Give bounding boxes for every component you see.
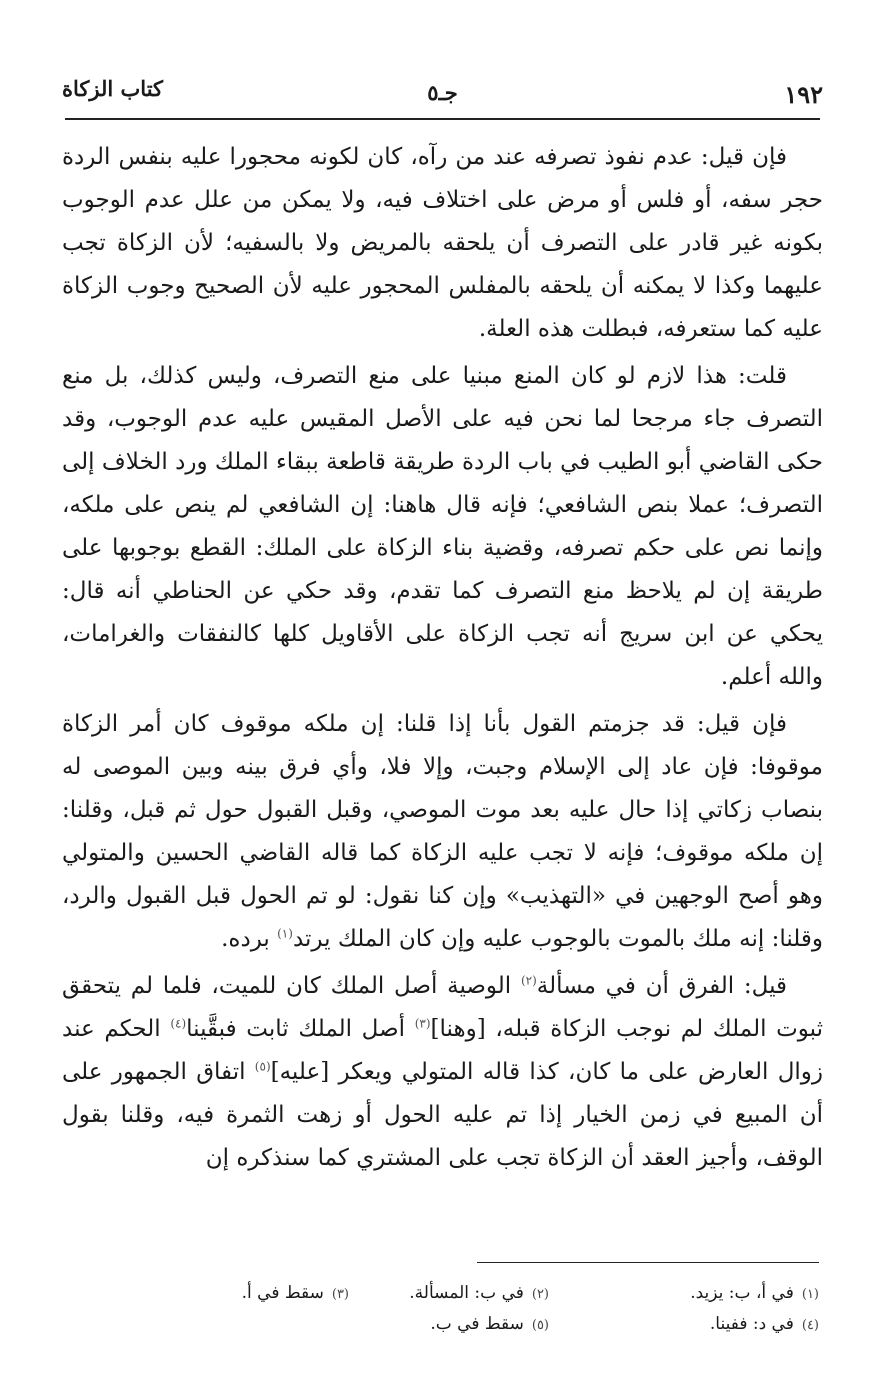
- footnote-marker: (٤): [170, 1016, 187, 1031]
- footnote-marker: (٥): [254, 1059, 271, 1074]
- page-number: ١٩٢: [784, 80, 823, 109]
- footnote-marker: (٢): [520, 973, 537, 988]
- paragraph-2: قلت: هذا لازم لو كان المنع مبنيا على منع التصرف، وليس كذلك، بل منع التصرف جاء مرجحا لما نحن فيه على الأصل المقيس عليه عدم الوجوب، وقد حكى القاضي أبو الطيب في باب الردة طريقة قاطعة ببقاء الملك ورد الخلاف إلى التصرف؛ عملا بنص الشافعي؛ فإنه قال هاهنا: إن الشافعي لم ينص على ملكه، وإنما نص على حكم تصرفه، وقضية بناء الزكاة على الملك: القطع بوجوبها على طريقة إن لم يلاحظ منع التصرف كما تقدم، وقد حكي عن الحناطي أنه قال: يحكي عن ابن سريج أنه تجب الزكاة على الأقاويل كلها كالنفقات والغرامات، والله أعلم.: [62, 363, 823, 690]
- paragraph-3: فإن قيل: قد جزمتم القول بأنا إذا قلنا: إن ملكه موقوف كان أمر الزكاة موقوفا: فإن عاد إلى الإسلام وجبت، وإلا فلا، وأي فرق بينه وبين الموصى له بنصاب زكاتي إذا حال عليه بعد موت الموصي، وقبل القبول حول ثم قبل، وقلنا: إن ملكه موقوف؛ فإنه لا تجب عليه الزكاة كما قاله القاضي الحسين والمتولي وهو أصح الوجهين في «التهذيب» وإن كنا نقول: لو تم الحول قبل القبول والرد، وقلنا: إنه ملك بالموت بالوجوب عليه وإن كان الملك يرتد$^{(١)}$ برده.: [62, 711, 823, 952]
- footnote-3: (٣)سقط في أ.: [241, 1283, 349, 1303]
- footnote-4: (٤)في د: ففينا.: [709, 1314, 819, 1334]
- footnote-5: (٥)سقط في ب.: [430, 1314, 549, 1334]
- footnotes: [62, 1278, 819, 1340]
- main-text: [62, 136, 823, 1184]
- paragraph-1: فإن قيل: عدم نفوذ تصرفه عند من رآه، كان لكونه محجورا عليه بنفس الردة حجر سفه، أو فلس أو مرض على اختلاف فيه، ولا يمكن من علل عدم الوجوب بكونه غير قادر على التصرف أن يلحقه بالمريض ولا بالسفيه؛ لأن الزكاة تجب عليهما وكذا لا يمكنه أن يلحقه بالمفلس المحجور عليه لأن الصحيح وجوب الزكاة عليه كما ستعرفه، فبطلت هذه العلة.: [62, 144, 823, 342]
- footnote-row: [62, 1309, 819, 1340]
- footnote-divider: [477, 1262, 819, 1263]
- footnote-row: [62, 1278, 819, 1309]
- paragraph-4: قيل: الفرق أن في مسألة$^{(٢)}$ الوصية أصل الملك كان للميت، فلما لم يتحقق ثبوت الملك لم نوجب الزكاة قبله، [وهنا]$^{(٣)}$ أصل الملك ثابت فبقَّينا$^{(٤)}$ الحكم عند زوال العارض على ما كان، كذا قاله المتولي ويعكر [عليه]$^{(٥)}$ اتفاق الجمهور على أن المبيع في زمن الخيار إذا تم عليه الحول أو زهت الثمرة فيه، وقلنا بقول الوقف، وأجيز العقد أن الزكاة تجب على المشتري كما سنذكره إن: [62, 973, 824, 1171]
- page-header: [60, 66, 825, 110]
- header-divider: [65, 118, 820, 120]
- footnote-1: (١)في أ، ب: يزيد.: [690, 1283, 819, 1303]
- footnote-marker: (٣): [414, 1016, 431, 1031]
- footnote-marker: (١): [277, 926, 293, 941]
- footnote-2: (٢)في ب: المسألة.: [409, 1283, 549, 1303]
- volume-label: جـ٥: [427, 80, 458, 105]
- book-title: كتاب الزكاة: [62, 76, 164, 101]
